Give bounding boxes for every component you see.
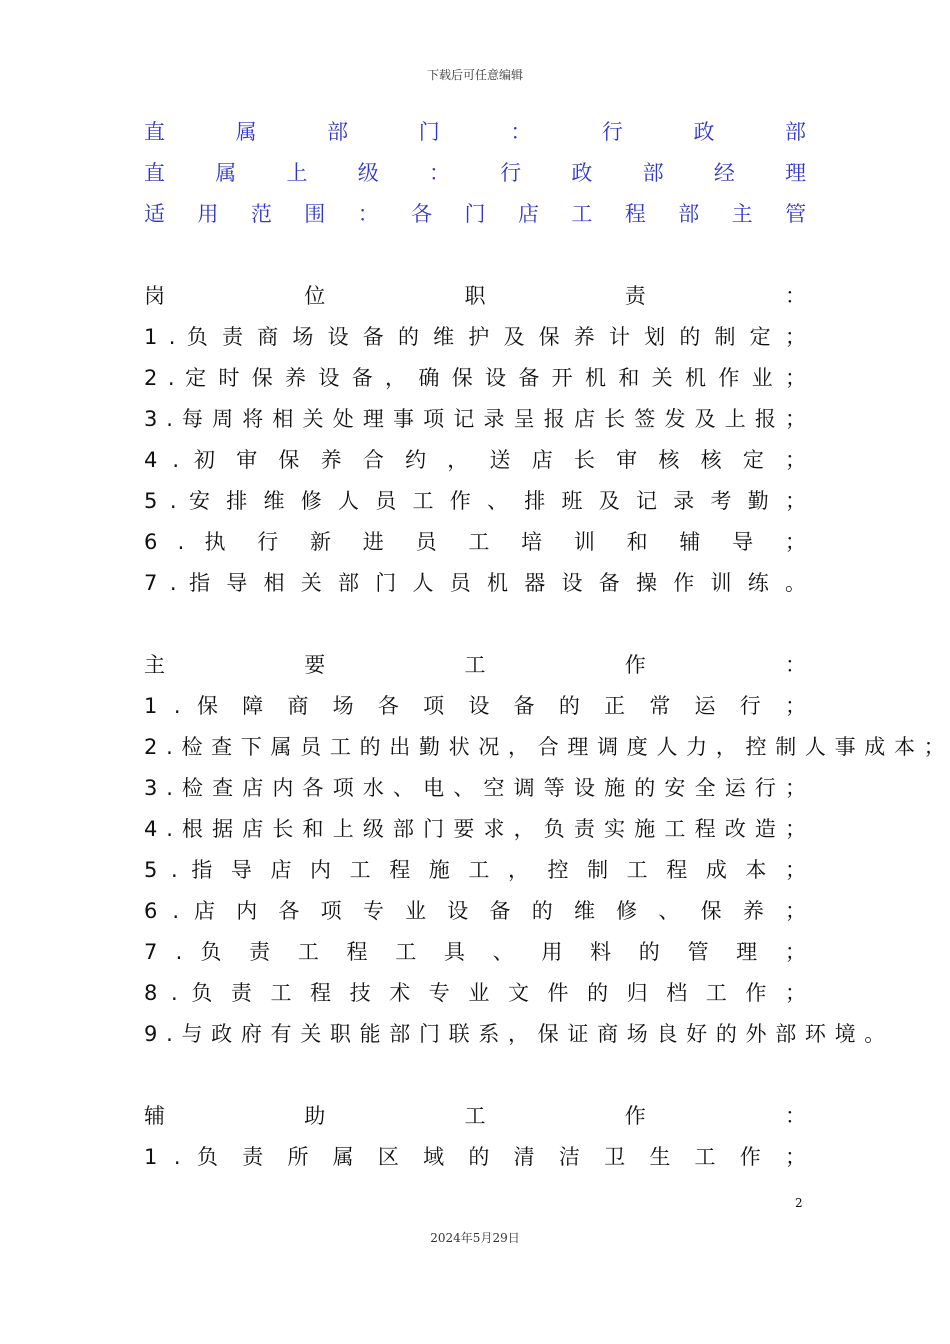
duties-heading: 岗 位 职 责 ： xyxy=(144,284,807,308)
duty-item: 4 . 初 审 保 养 合 约 ， 送 店 长 审 核 核 定 ； xyxy=(144,448,808,472)
duty-item: 1 . 负 责 商 场 设 备 的 维 护 及 保 养 计 划 的 制 定 ； xyxy=(144,325,807,349)
aux-work-item: 1 . 负 责 所 属 区 域 的 清 洁 卫 生 工 作 ； xyxy=(144,1145,808,1169)
page-header: 下载后可任意编辑 xyxy=(426,68,523,82)
spacer xyxy=(144,1055,807,1096)
main-work-item: 4 . 根 据 店 长 和 上 级 部 门 要 求 ， 负 责 实 施 工 程 改 造 ； xyxy=(144,817,808,841)
duty-item: 5 . 安 排 维 修 人 员 工 作 、 排 班 及 记 录 考 勤 ； xyxy=(144,489,807,513)
main-work-heading: 主 要 工 作 ： xyxy=(144,653,807,677)
main-work-item: 2 . 检 查 下 属 员 工 的 出 勤 状 况 ， 合 理 调 度 人 力 ， 控 制 人 事 成 本 ； xyxy=(144,735,946,759)
main-work-item: 7 . 负 责 工 程 工 具 、 用 料 的 管 理 ； xyxy=(144,940,807,964)
main-work-item: 1 . 保 障 商 场 各 项 设 备 的 正 常 运 行 ； xyxy=(144,694,808,718)
duty-item: 2 . 定 时 保 养 设 备 ， 确 保 设 备 开 机 和 关 机 作 业 ； xyxy=(144,366,807,390)
main-work-item: 9 . 与 政 府 有 关 职 能 部 门 联 系 ， 保 证 商 场 良 好 的 外 部 环 境 。 xyxy=(144,1022,887,1046)
duty-item: 6 . 执 行 新 进 员 工 培 训 和 辅 导 ； xyxy=(144,530,807,554)
page-footer-date: 2024年5月29日 xyxy=(430,1231,520,1245)
main-work-item: 8 . 负 责 工 程 技 术 专 业 文 件 的 归 档 工 作 ； xyxy=(144,981,807,1005)
spacer xyxy=(144,604,807,645)
main-work-item: 3 . 检 查 店 内 各 项 水 、 电 、 空 调 等 设 施 的 安 全 运 行 ； xyxy=(144,776,808,800)
main-work-item: 6 . 店 内 各 项 专 业 设 备 的 维 修 、 保 养 ； xyxy=(144,899,808,923)
duty-item: 7 . 指 导 相 关 部 门 人 员 机 器 设 备 操 作 训 练 。 xyxy=(144,571,807,595)
main-work-item: 5 . 指 导 店 内 工 程 施 工 ， 控 制 工 程 成 本 ； xyxy=(144,858,807,882)
duty-item: 3 . 每 周 将 相 关 处 理 事 项 记 录 呈 报 店 长 签 发 及 上 报 ； xyxy=(144,407,808,431)
department-line: 直 属 部 门 ： 行 政 部 xyxy=(144,120,808,144)
aux-work-heading: 辅 助 工 作 ： xyxy=(144,1104,807,1128)
spacer xyxy=(144,235,807,276)
page-number: 2 xyxy=(795,1196,803,1210)
superior-line: 直 属 上 级 ： 行 政 部 经 理 xyxy=(144,161,808,185)
document-body xyxy=(144,112,946,1178)
scope-line: 适 用 范 围 ： 各 门 店 工 程 部 主 管 xyxy=(144,202,808,226)
